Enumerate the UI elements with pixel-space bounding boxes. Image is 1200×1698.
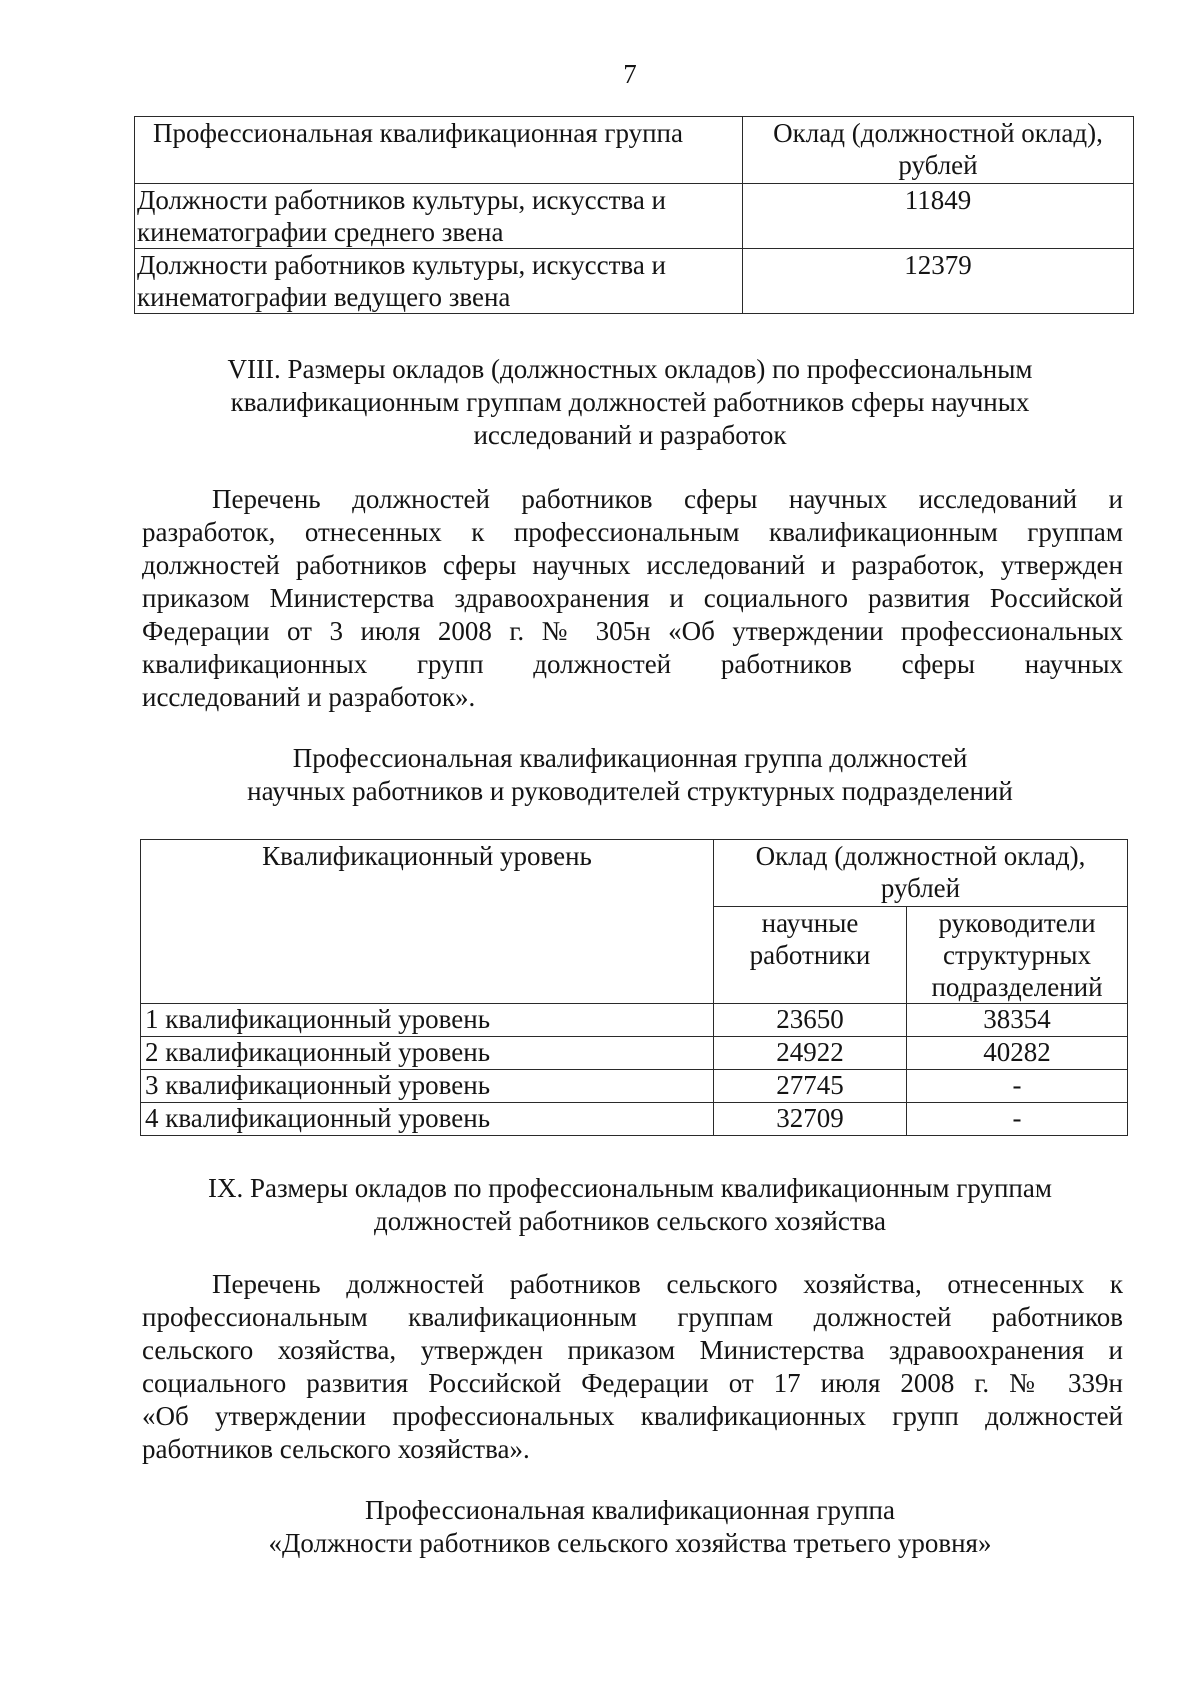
page-number: 7	[623, 59, 637, 89]
heading-line: IX. Размеры окладов по профессиональным квалификационным группам	[208, 1173, 1052, 1203]
heads-salary-cell: 38354	[907, 1004, 1128, 1037]
heading-line: VIII. Размеры окладов (должностных окладов) по профессиональным	[227, 354, 1033, 384]
table-row	[141, 1103, 1128, 1136]
paragraph-line: разработок, отнесенных к профессиональным квалификационным группам	[142, 517, 1123, 547]
section-viii-heading	[0, 353, 1200, 452]
section-viii-paragraph	[142, 483, 1123, 714]
paragraph-line: социального развития Российской Федерации от 17 июля 2008 г. № 339н	[142, 1368, 1123, 1398]
group-cell-line: Должности работников культуры, искусства и	[137, 250, 667, 280]
culture-salary-table	[134, 116, 1134, 314]
group-cell-line: кинематографии среднего звена	[137, 217, 504, 247]
scientists-salary-cell: 27745	[714, 1070, 907, 1103]
group-cell-line: кинематографии ведущего звена	[137, 282, 511, 312]
heading-line: исследований и разработок	[473, 420, 787, 450]
group-cell-line: Должности работников культуры, искусства и	[137, 185, 667, 215]
scientists-salary-cell: 23650	[714, 1004, 907, 1037]
level-cell: 1 квалификационный уровень	[141, 1004, 714, 1037]
scientists-salary-cell: 24922	[714, 1037, 907, 1070]
paragraph-line: сельского хозяйства, утвержден приказом Министерства здравоохранения и	[142, 1335, 1123, 1365]
table-row	[141, 1004, 1128, 1037]
section-ix-paragraph	[142, 1268, 1123, 1466]
section-ix-heading	[0, 1172, 1200, 1238]
group-title-line: Профессиональная квалификационная группа должностей	[292, 743, 968, 773]
heads-salary-cell: -	[907, 1070, 1128, 1103]
group-title-line: «Должности работников сельского хозяйства третьего уровня»	[268, 1528, 992, 1558]
group-title-line: Профессиональная квалификационная группа	[365, 1495, 895, 1525]
paragraph-line: исследований и разработок».	[142, 682, 476, 712]
salary-cell: 11849	[743, 184, 1134, 249]
header-salary-cell: Оклад (должностной оклад), рублей	[743, 117, 1134, 184]
table-header-row	[141, 840, 1128, 907]
subheader-heads-cell: руководители структурных подразделений	[907, 907, 1128, 1004]
level-cell: 3 квалификационный уровень	[141, 1070, 714, 1103]
research-salary-table	[140, 839, 1128, 1136]
subheader-scientists-cell: научные работники	[714, 907, 907, 1004]
table-row	[141, 1070, 1128, 1103]
paragraph-line: работников сельского хозяйства».	[142, 1434, 530, 1464]
table-row	[141, 1037, 1128, 1070]
group-cell	[135, 249, 743, 314]
heads-salary-cell: 40282	[907, 1037, 1128, 1070]
level-cell: 4 квалификационный уровень	[141, 1103, 714, 1136]
header-salary-cell: Оклад (должностной оклад), рублей	[714, 840, 1128, 907]
paragraph-line: должностей работников сферы научных исследований и разработок, утвержден	[142, 550, 1123, 580]
paragraph-line: Федерации от 3 июля 2008 г. № 305н «Об утверждении профессиональных	[142, 616, 1123, 646]
paragraph-line: квалификационных групп должностей работников сферы научных	[142, 649, 1123, 679]
paragraph-line: приказом Министерства здравоохранения и социального развития Российской	[142, 583, 1123, 613]
scientists-group-title	[0, 742, 1200, 808]
agriculture-group-title	[0, 1494, 1200, 1560]
paragraph-line: «Об утверждении профессиональных квалификационных групп должностей	[142, 1401, 1123, 1431]
heads-salary-cell: -	[907, 1103, 1128, 1136]
heading-line: квалификационным группам должностей работников сферы научных	[230, 387, 1030, 417]
scientists-salary-cell: 32709	[714, 1103, 907, 1136]
paragraph-line: Перечень должностей работников сельского хозяйства, отнесенных к	[212, 1269, 1123, 1299]
table-header-row	[135, 117, 1134, 184]
group-cell	[135, 184, 743, 249]
header-group-cell: Профессиональная квалификационная группа	[135, 117, 743, 184]
heading-line: должностей работников сельского хозяйства	[373, 1206, 887, 1236]
header-level-cell: Квалификационный уровень	[141, 840, 714, 1004]
paragraph-line: профессиональным квалификационным группам должностей работников	[142, 1302, 1123, 1332]
table-row	[135, 184, 1134, 249]
table-row	[135, 249, 1134, 314]
salary-cell: 12379	[743, 249, 1134, 314]
level-cell: 2 квалификационный уровень	[141, 1037, 714, 1070]
paragraph-line: Перечень должностей работников сферы научных исследований и	[212, 484, 1123, 514]
group-title-line: научных работников и руководителей структурных подразделений	[247, 776, 1013, 806]
